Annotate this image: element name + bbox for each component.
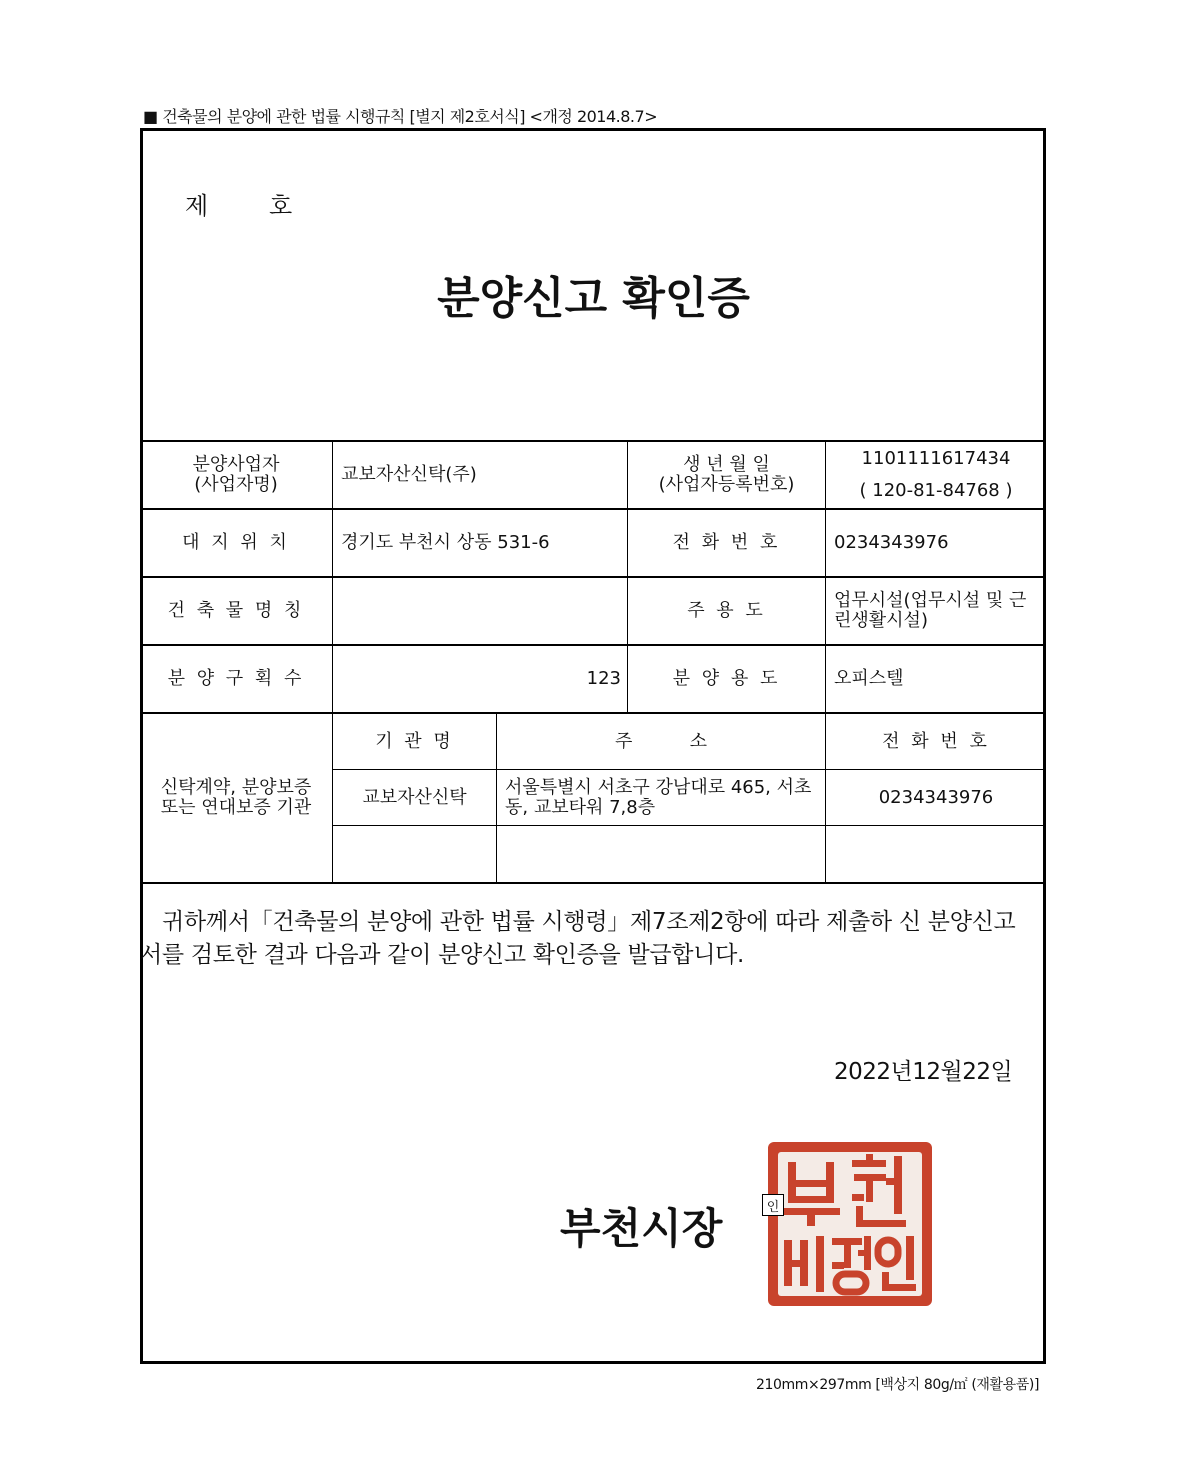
main-use-label: 주 용 도 bbox=[687, 600, 766, 621]
org-name bbox=[333, 826, 496, 882]
seal-mark: 인 bbox=[762, 1194, 784, 1216]
table-line bbox=[140, 882, 1046, 884]
issuer-name: 부천시장 bbox=[560, 1204, 723, 1253]
bizno-value: ( 120-81-84768 ) bbox=[859, 480, 1013, 501]
org-address bbox=[497, 826, 825, 882]
site-label: 대 지 위 치 bbox=[182, 532, 290, 553]
statement-line-2: 서를 검토한 결과 다음과 같이 분양신고 확인증을 발급합니다. bbox=[140, 942, 745, 968]
statement bbox=[140, 906, 1040, 972]
seller-label-cell bbox=[140, 442, 332, 508]
statement-line-1 bbox=[140, 906, 1040, 939]
units-label: 분 양 구 획 수 bbox=[167, 668, 305, 689]
birth-sublabel: (사업자등록번호) bbox=[658, 474, 795, 495]
org-phone bbox=[826, 826, 1046, 882]
birth-value: 1101111617434 bbox=[861, 448, 1011, 469]
statement-line-1-text: 귀하께서「건축물의 분양에 관한 법률 시행령」제7조제2항에 따라 제출하 신 분양신고 bbox=[162, 909, 1016, 935]
org-header: 기 관 명 bbox=[375, 730, 454, 752]
number-suffix: 호 bbox=[269, 192, 293, 220]
phone-value: 0234343976 bbox=[834, 532, 949, 553]
building-name-value bbox=[333, 578, 627, 644]
org-name: 교보자산신탁 bbox=[362, 786, 467, 808]
org-phone: 0234343976 bbox=[878, 786, 994, 808]
official-seal-stamp bbox=[766, 1140, 934, 1308]
org-address: 서울특별시 서초구 강남대로 465, 서초동, 교보타워 7,8층 bbox=[505, 776, 812, 818]
units-value: 123 bbox=[586, 668, 621, 689]
seller-value: 교보자산신탁(주) bbox=[341, 464, 477, 485]
seller-label: 분양사업자 bbox=[192, 454, 280, 475]
phone-label: 전 화 번 호 bbox=[672, 532, 781, 553]
number-prefix: 제 bbox=[185, 192, 209, 220]
sale-use-value: 오피스텔 bbox=[834, 668, 904, 689]
org-phone-header: 전 화 번 호 bbox=[882, 730, 990, 752]
form-caption: ■ 건축물의 분양에 관한 법률 시행규칙 [별지 제2호서식] <개정 2014.8.7> bbox=[143, 107, 658, 126]
site-value: 경기도 부천시 상동 531-6 bbox=[341, 532, 550, 553]
trust-label: 신탁계약, 분양보증 또는 연대보증 기관 bbox=[160, 777, 312, 818]
birth-value-cell bbox=[826, 442, 1046, 508]
building-name-label: 건 축 물 명 칭 bbox=[167, 600, 305, 621]
paper-spec: 210mm×297mm [백상지 80g/㎡ (재활용품)] bbox=[756, 1377, 1040, 1393]
sale-use-label: 분 양 용 도 bbox=[672, 668, 781, 689]
birth-label: 생 년 월 일 bbox=[683, 454, 770, 475]
document-title: 분양신고 확인증 bbox=[437, 273, 750, 324]
main-use-value: 업무시설(업무시설 및 근린생활시설) bbox=[834, 590, 1027, 631]
issue-date: 2022년12월22일 bbox=[834, 1059, 1013, 1085]
seller-sublabel: (사업자명) bbox=[194, 474, 278, 495]
birth-label-cell bbox=[628, 442, 825, 508]
document-number bbox=[185, 186, 293, 221]
address-header: 주 소 bbox=[615, 730, 707, 752]
